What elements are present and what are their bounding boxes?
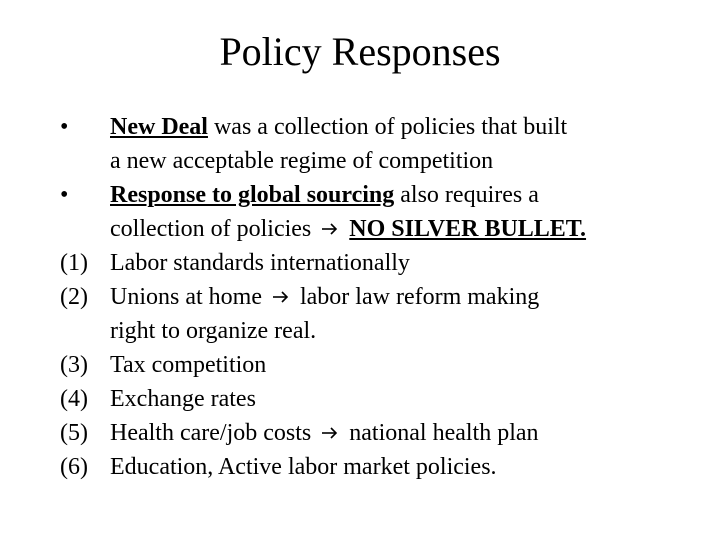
bullet-line-1 — [110, 110, 700, 144]
right-arrow-icon — [321, 222, 339, 236]
number-marker: (1) — [60, 250, 88, 276]
slide-title: Policy Responses — [219, 29, 501, 74]
item-content — [110, 280, 700, 348]
bullet-item-new-deal — [60, 110, 700, 178]
numbered-item-2 — [60, 280, 700, 348]
item-text: Tax competition — [110, 352, 267, 378]
body-text: Unions at home — [110, 284, 262, 310]
item-text: Labor standards internationally — [110, 250, 410, 276]
body-text: was a collection of policies that built — [207, 114, 568, 140]
item-content — [110, 416, 700, 450]
item-text: Exchange rates — [110, 386, 256, 412]
item-line-2: right to organize real. — [110, 318, 317, 344]
numbered-item-6 — [60, 450, 700, 484]
right-arrow-icon — [272, 290, 290, 304]
bullet-content — [110, 178, 700, 246]
body-text: also requires a — [394, 182, 539, 208]
number-marker: (2) — [60, 284, 88, 310]
bullet-marker: • — [60, 182, 69, 208]
numbered-item-1 — [60, 246, 700, 280]
bullet-list — [60, 110, 700, 484]
bullet-line-2: a new acceptable regime of competition — [110, 148, 494, 174]
emphasis-text: NO SILVER BULLET. — [349, 216, 587, 242]
number-marker: (3) — [60, 352, 88, 378]
bullet-item-global-sourcing — [60, 178, 700, 246]
emphasis-text: New Deal — [110, 114, 208, 140]
number-marker: (5) — [60, 420, 88, 446]
bullet-line-2 — [110, 212, 700, 246]
item-line-1 — [110, 280, 700, 314]
body-text: collection of policies — [110, 216, 312, 242]
bullet-marker: • — [60, 114, 69, 140]
number-marker: (6) — [60, 454, 88, 480]
numbered-item-3 — [60, 348, 700, 382]
bullet-line-1 — [110, 178, 700, 212]
bullet-content — [110, 110, 700, 178]
numbered-item-5 — [60, 416, 700, 450]
item-text: Education, Active labor market policies. — [110, 454, 497, 480]
body-text: Health care/job costs — [110, 420, 312, 446]
body-text: national health plan — [349, 420, 539, 446]
emphasis-text: Response to global sourcing — [110, 182, 395, 208]
number-marker: (4) — [60, 386, 88, 412]
numbered-item-4 — [60, 382, 700, 416]
body-text: labor law reform making — [299, 284, 540, 310]
right-arrow-icon — [321, 426, 339, 440]
